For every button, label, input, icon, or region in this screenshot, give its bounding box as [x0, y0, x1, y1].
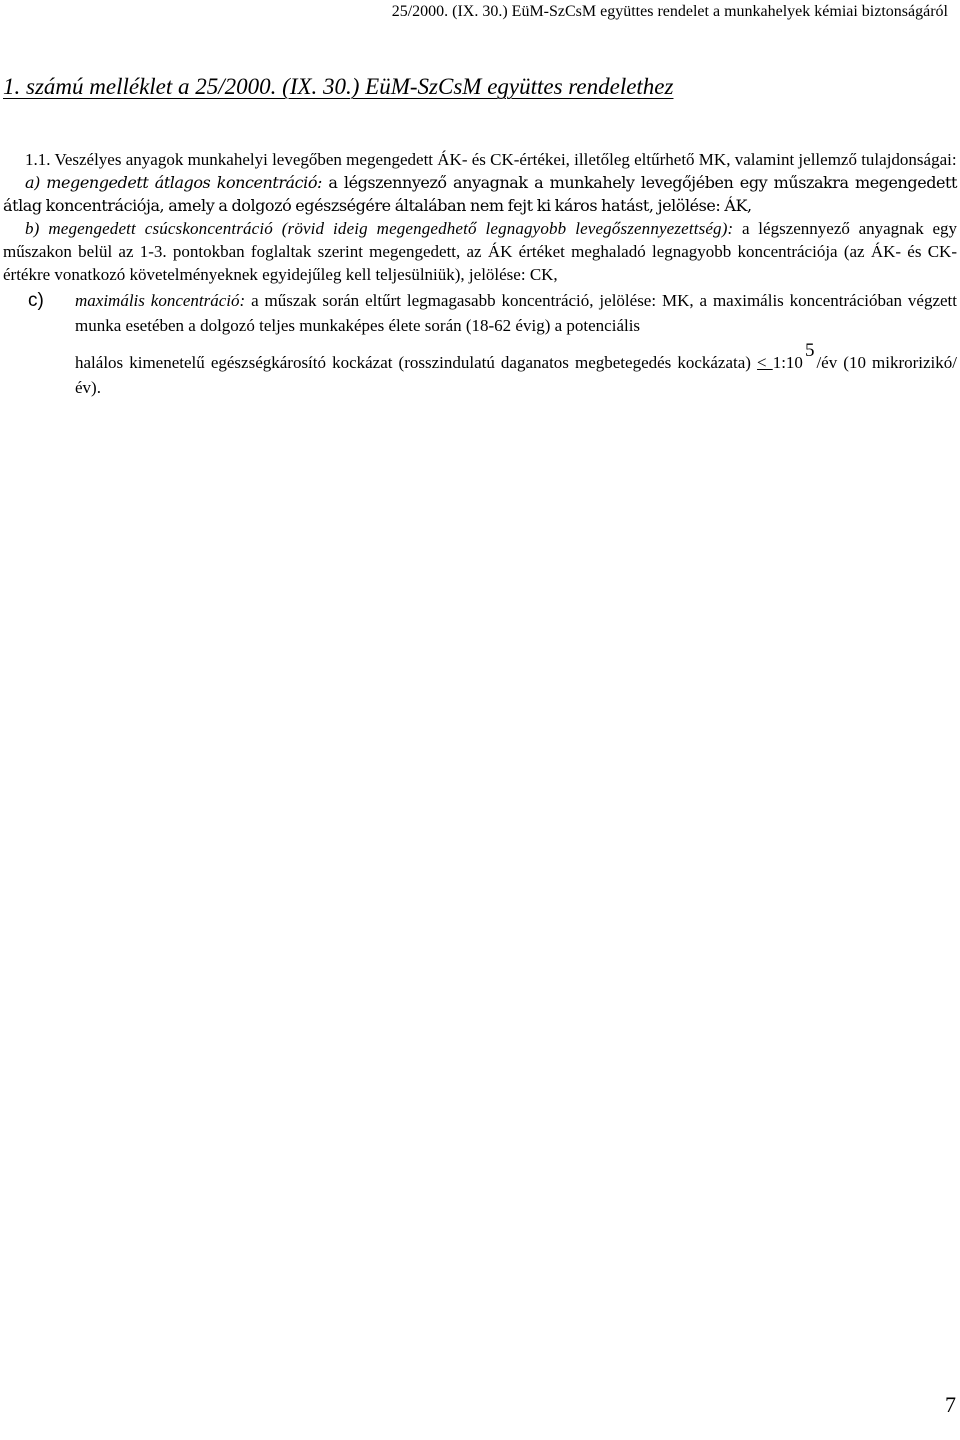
item-a-text: a légszennyező anyagnak a munkahely levegőjében egy műszakra megengedett átlag koncentrációja, amely a dolgozó egészségére általában nem fejt ki káros hatást, jelölése: ÁK,	[3, 173, 957, 215]
document-body	[3, 148, 957, 400]
section-1-1-paragraph: 1.1. Veszélyes anyagok munkahelyi levegőben megengedett ÁK- és CK-értékei, illetőleg eltűrhető MK, valamint jellemző tulajdonságai:	[25, 150, 957, 169]
item-c-term: maximális koncentráció:	[75, 291, 246, 310]
item-c-paragraph	[3, 288, 957, 400]
risk-ratio: 1:10	[772, 353, 803, 372]
less-or-equal-sign: <	[757, 353, 773, 372]
item-a-term: a) megengedett átlagos koncentráció:	[25, 173, 322, 192]
running-header: 25/2000. (IX. 30.) EüM-SzCsM együttes rendelet a munkahelyek kémiai biztonságáról	[391, 3, 948, 20]
item-c-tail-after: /év (10 mikrorizikó/év).	[75, 353, 957, 397]
item-c-text: a műszak során eltűrt legmagasabb koncentráció, jelölése: MK, a maximális koncentrációban végzett munka esetében a dolgozó teljes munkaképes élete során (18-62 évig) a potenciális	[75, 291, 957, 335]
page-number: 7	[945, 1392, 956, 1417]
item-b-term: b) megengedett csúcskoncentráció (rövid ideig megengedhető legnagyobb levegőszennyezettség):	[25, 219, 734, 238]
item-c-tail	[75, 340, 957, 400]
item-b-text: a légszennyező anyagnak egy műszakon belül az 1-3. pontokban foglaltak szerint megengedett, az ÁK értéket meghaladó legnagyobb koncentrációja (az ÁK- és CK-értékre vonatkozó követelményeknek egyidejűleg kell teljesülniük), jelölése: CK,	[3, 219, 957, 284]
item-a-paragraph	[3, 171, 957, 217]
item-b-paragraph	[3, 217, 957, 286]
risk-exponent: 5	[804, 340, 815, 361]
item-c-tail-before: halálos kimenetelű egészségkárosító kockázat (rosszindulatú daganatos megbetegedés kockázata)	[75, 353, 758, 372]
annex-title: 1. számú melléklet a 25/2000. (IX. 30.) EüM-SzCsM együttes rendelethez	[3, 74, 674, 99]
item-c-marker: c)	[28, 290, 44, 311]
